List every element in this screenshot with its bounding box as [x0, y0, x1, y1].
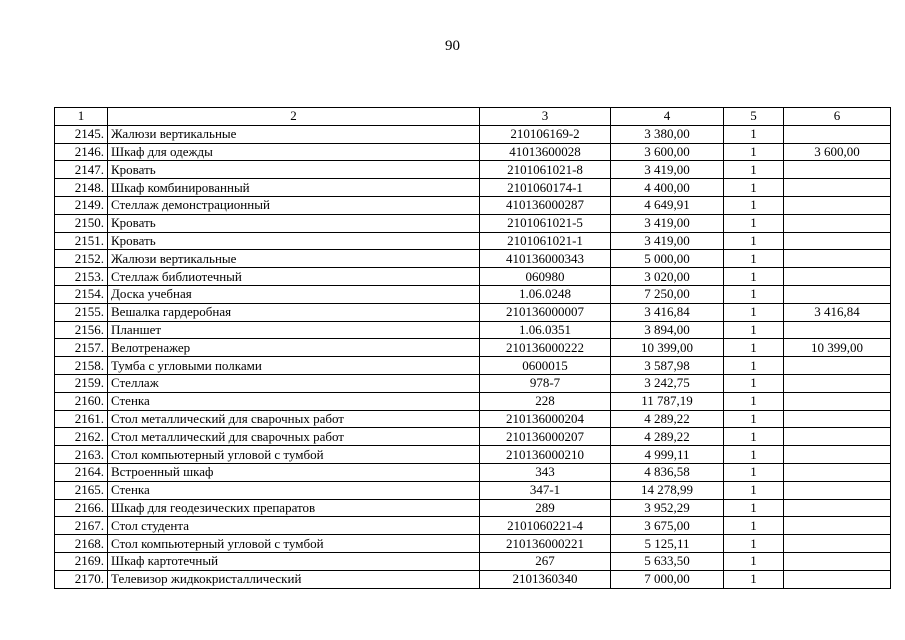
- row-number-cell: 2165.: [55, 481, 108, 499]
- cost-cell: 4 400,00: [611, 179, 724, 197]
- residual-value-cell: [784, 446, 891, 464]
- item-name-cell: Кровать: [108, 214, 480, 232]
- table-row: [55, 428, 891, 446]
- row-number-cell: 2166.: [55, 499, 108, 517]
- inventory-code-cell: 410136000287: [480, 196, 611, 214]
- residual-value-cell: [784, 517, 891, 535]
- row-number-cell: 2169.: [55, 552, 108, 570]
- inventory-table: [54, 107, 891, 589]
- cost-cell: 4 999,11: [611, 446, 724, 464]
- header-row: [55, 108, 891, 126]
- item-name-cell: Стенка: [108, 481, 480, 499]
- table-row: [55, 196, 891, 214]
- row-number-cell: 2147.: [55, 161, 108, 179]
- quantity-cell: 1: [724, 410, 784, 428]
- quantity-cell: 1: [724, 463, 784, 481]
- cost-cell: 3 020,00: [611, 268, 724, 286]
- quantity-cell: 1: [724, 214, 784, 232]
- row-number-cell: 2150.: [55, 214, 108, 232]
- inventory-code-cell: 289: [480, 499, 611, 517]
- table-row: [55, 125, 891, 143]
- table-row: [55, 410, 891, 428]
- table-row: [55, 357, 891, 375]
- item-name-cell: Стол металлический для сварочных работ: [108, 428, 480, 446]
- row-number-cell: 2155.: [55, 303, 108, 321]
- row-number-cell: 2151.: [55, 232, 108, 250]
- residual-value-cell: [784, 196, 891, 214]
- residual-value-cell: [784, 232, 891, 250]
- row-number-cell: 2164.: [55, 463, 108, 481]
- cost-cell: 4 836,58: [611, 463, 724, 481]
- cost-cell: 5 633,50: [611, 552, 724, 570]
- cost-cell: 3 380,00: [611, 125, 724, 143]
- quantity-cell: 1: [724, 499, 784, 517]
- row-number-cell: 2162.: [55, 428, 108, 446]
- residual-value-cell: [784, 392, 891, 410]
- item-name-cell: Стенка: [108, 392, 480, 410]
- table-row: [55, 463, 891, 481]
- inventory-code-cell: 210136000210: [480, 446, 611, 464]
- residual-value-cell: 10 399,00: [784, 339, 891, 357]
- residual-value-cell: [784, 552, 891, 570]
- residual-value-cell: [784, 463, 891, 481]
- table-row: [55, 143, 891, 161]
- item-name-cell: Стол студента: [108, 517, 480, 535]
- table-row: [55, 232, 891, 250]
- cost-cell: 3 419,00: [611, 161, 724, 179]
- quantity-cell: 1: [724, 321, 784, 339]
- inventory-code-cell: 2101060174-1: [480, 179, 611, 197]
- inventory-code-cell: 210106169-2: [480, 125, 611, 143]
- item-name-cell: Кровать: [108, 232, 480, 250]
- table-row: [55, 517, 891, 535]
- quantity-cell: 1: [724, 446, 784, 464]
- table-row: [55, 321, 891, 339]
- item-name-cell: Вешалка гардеробная: [108, 303, 480, 321]
- cost-cell: 3 419,00: [611, 232, 724, 250]
- table-row: [55, 499, 891, 517]
- column-header-2: 2: [108, 108, 480, 126]
- quantity-cell: 1: [724, 374, 784, 392]
- inventory-code-cell: 347-1: [480, 481, 611, 499]
- row-number-cell: 2157.: [55, 339, 108, 357]
- item-name-cell: Жалюзи вертикальные: [108, 250, 480, 268]
- row-number-cell: 2158.: [55, 357, 108, 375]
- quantity-cell: 1: [724, 268, 784, 286]
- column-header-6: 6: [784, 108, 891, 126]
- column-header-5: 5: [724, 108, 784, 126]
- quantity-cell: 1: [724, 535, 784, 553]
- table-row: [55, 250, 891, 268]
- quantity-cell: 1: [724, 161, 784, 179]
- cost-cell: 7 250,00: [611, 285, 724, 303]
- inventory-code-cell: 343: [480, 463, 611, 481]
- inventory-code-cell: 1.06.0248: [480, 285, 611, 303]
- item-name-cell: Тумба с угловыми полками: [108, 357, 480, 375]
- inventory-code-cell: 41013600028: [480, 143, 611, 161]
- quantity-cell: 1: [724, 196, 784, 214]
- quantity-cell: 1: [724, 285, 784, 303]
- cost-cell: 4 289,22: [611, 410, 724, 428]
- cost-cell: 5 125,11: [611, 535, 724, 553]
- residual-value-cell: [784, 481, 891, 499]
- cost-cell: 3 587,98: [611, 357, 724, 375]
- column-header-3: 3: [480, 108, 611, 126]
- table-row: [55, 570, 891, 588]
- row-number-cell: 2145.: [55, 125, 108, 143]
- inventory-code-cell: 1.06.0351: [480, 321, 611, 339]
- residual-value-cell: [784, 214, 891, 232]
- inventory-code-cell: 210136000204: [480, 410, 611, 428]
- item-name-cell: Стеллаж: [108, 374, 480, 392]
- row-number-cell: 2163.: [55, 446, 108, 464]
- column-header-4: 4: [611, 108, 724, 126]
- item-name-cell: Стол компьютерный угловой с тумбой: [108, 446, 480, 464]
- cost-cell: 3 894,00: [611, 321, 724, 339]
- inventory-code-cell: 210136000207: [480, 428, 611, 446]
- residual-value-cell: 3 416,84: [784, 303, 891, 321]
- cost-cell: 14 278,99: [611, 481, 724, 499]
- row-number-cell: 2159.: [55, 374, 108, 392]
- residual-value-cell: [784, 410, 891, 428]
- item-name-cell: Велотренажер: [108, 339, 480, 357]
- residual-value-cell: [784, 428, 891, 446]
- quantity-cell: 1: [724, 517, 784, 535]
- cost-cell: 3 675,00: [611, 517, 724, 535]
- quantity-cell: 1: [724, 357, 784, 375]
- inventory-code-cell: 2101061021-5: [480, 214, 611, 232]
- residual-value-cell: [784, 570, 891, 588]
- inventory-code-cell: 2101360340: [480, 570, 611, 588]
- inventory-code-cell: 410136000343: [480, 250, 611, 268]
- inventory-code-cell: 210136000221: [480, 535, 611, 553]
- residual-value-cell: 3 600,00: [784, 143, 891, 161]
- item-name-cell: Стол компьютерный угловой с тумбой: [108, 535, 480, 553]
- cost-cell: 4 649,91: [611, 196, 724, 214]
- inventory-code-cell: 978-7: [480, 374, 611, 392]
- cost-cell: 7 000,00: [611, 570, 724, 588]
- row-number-cell: 2146.: [55, 143, 108, 161]
- item-name-cell: Кровать: [108, 161, 480, 179]
- item-name-cell: Телевизор жидкокристаллический: [108, 570, 480, 588]
- table-row: [55, 285, 891, 303]
- inventory-code-cell: 210136000007: [480, 303, 611, 321]
- residual-value-cell: [784, 250, 891, 268]
- item-name-cell: Жалюзи вертикальные: [108, 125, 480, 143]
- cost-cell: 3 419,00: [611, 214, 724, 232]
- table-row: [55, 214, 891, 232]
- residual-value-cell: [784, 321, 891, 339]
- residual-value-cell: [784, 285, 891, 303]
- item-name-cell: Шкаф для одежды: [108, 143, 480, 161]
- inventory-code-cell: 2101060221-4: [480, 517, 611, 535]
- row-number-cell: 2154.: [55, 285, 108, 303]
- residual-value-cell: [784, 535, 891, 553]
- row-number-cell: 2161.: [55, 410, 108, 428]
- row-number-cell: 2170.: [55, 570, 108, 588]
- residual-value-cell: [784, 125, 891, 143]
- quantity-cell: 1: [724, 392, 784, 410]
- residual-value-cell: [784, 268, 891, 286]
- cost-cell: 3 242,75: [611, 374, 724, 392]
- cost-cell: 3 952,29: [611, 499, 724, 517]
- table-row: [55, 535, 891, 553]
- residual-value-cell: [784, 179, 891, 197]
- cost-cell: 11 787,19: [611, 392, 724, 410]
- row-number-cell: 2153.: [55, 268, 108, 286]
- residual-value-cell: [784, 357, 891, 375]
- table-row: [55, 268, 891, 286]
- table-row: [55, 446, 891, 464]
- inventory-code-cell: 228: [480, 392, 611, 410]
- page-number: 90: [445, 38, 460, 54]
- column-header-1: 1: [55, 108, 108, 126]
- quantity-cell: 1: [724, 339, 784, 357]
- table-row: [55, 161, 891, 179]
- table-row: [55, 392, 891, 410]
- residual-value-cell: [784, 161, 891, 179]
- quantity-cell: 1: [724, 481, 784, 499]
- table-row: [55, 339, 891, 357]
- inventory-code-cell: 0600015: [480, 357, 611, 375]
- table-row: [55, 374, 891, 392]
- item-name-cell: Доска учебная: [108, 285, 480, 303]
- table-row: [55, 303, 891, 321]
- cost-cell: 3 600,00: [611, 143, 724, 161]
- item-name-cell: Шкаф для геодезических препаратов: [108, 499, 480, 517]
- cost-cell: 3 416,84: [611, 303, 724, 321]
- inventory-code-cell: 267: [480, 552, 611, 570]
- quantity-cell: 1: [724, 250, 784, 268]
- quantity-cell: 1: [724, 232, 784, 250]
- inventory-code-cell: 2101061021-8: [480, 161, 611, 179]
- item-name-cell: Шкаф комбинированный: [108, 179, 480, 197]
- quantity-cell: 1: [724, 428, 784, 446]
- row-number-cell: 2148.: [55, 179, 108, 197]
- item-name-cell: Стеллаж библиотечный: [108, 268, 480, 286]
- table-body: [55, 125, 891, 588]
- table-row: [55, 481, 891, 499]
- row-number-cell: 2160.: [55, 392, 108, 410]
- inventory-code-cell: 210136000222: [480, 339, 611, 357]
- inventory-code-cell: 060980: [480, 268, 611, 286]
- table-row: [55, 179, 891, 197]
- inventory-code-cell: 2101061021-1: [480, 232, 611, 250]
- row-number-cell: 2149.: [55, 196, 108, 214]
- quantity-cell: 1: [724, 552, 784, 570]
- item-name-cell: Стеллаж демонстрационный: [108, 196, 480, 214]
- row-number-cell: 2168.: [55, 535, 108, 553]
- item-name-cell: Стол металлический для сварочных работ: [108, 410, 480, 428]
- quantity-cell: 1: [724, 179, 784, 197]
- cost-cell: 4 289,22: [611, 428, 724, 446]
- table-row: [55, 552, 891, 570]
- cost-cell: 5 000,00: [611, 250, 724, 268]
- residual-value-cell: [784, 374, 891, 392]
- row-number-cell: 2167.: [55, 517, 108, 535]
- item-name-cell: Встроенный шкаф: [108, 463, 480, 481]
- quantity-cell: 1: [724, 143, 784, 161]
- cost-cell: 10 399,00: [611, 339, 724, 357]
- residual-value-cell: [784, 499, 891, 517]
- table-header: [55, 108, 891, 126]
- quantity-cell: 1: [724, 570, 784, 588]
- item-name-cell: Планшет: [108, 321, 480, 339]
- item-name-cell: Шкаф картотечный: [108, 552, 480, 570]
- row-number-cell: 2156.: [55, 321, 108, 339]
- quantity-cell: 1: [724, 125, 784, 143]
- quantity-cell: 1: [724, 303, 784, 321]
- row-number-cell: 2152.: [55, 250, 108, 268]
